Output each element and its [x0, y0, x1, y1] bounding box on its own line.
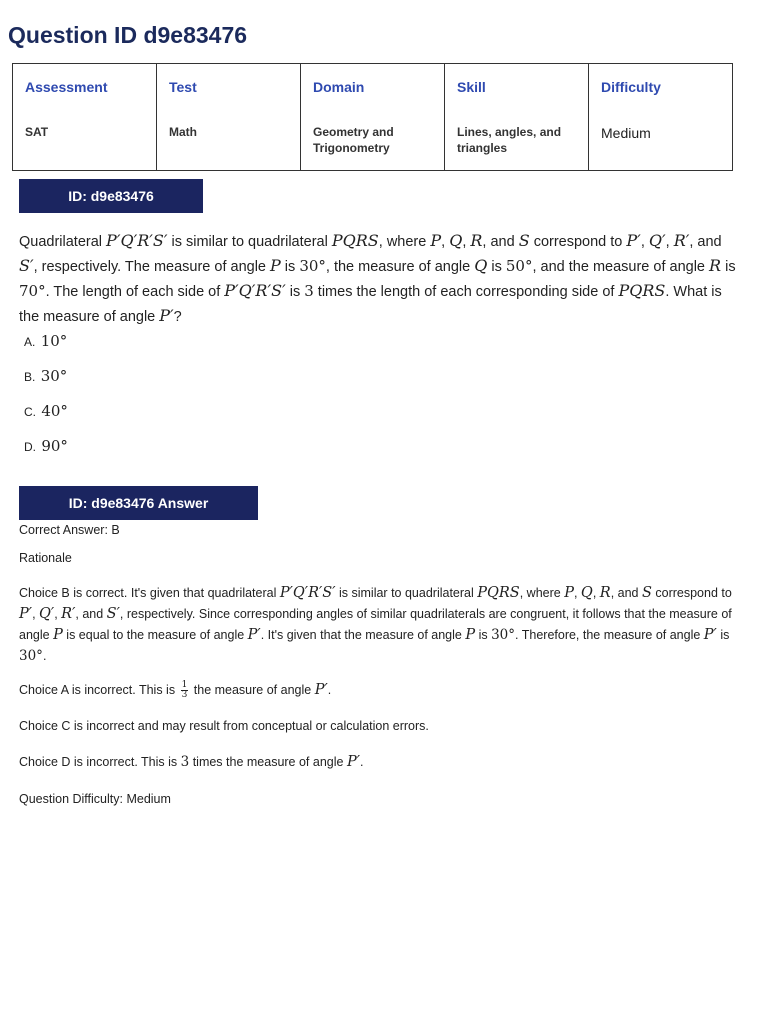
math-expression: P′ — [314, 682, 328, 698]
rationale-label: Rationale — [19, 551, 72, 565]
question-text-segment: is — [280, 259, 300, 275]
page-title: Question ID d9e83476 — [8, 22, 248, 48]
fraction-denominator: 3 — [181, 690, 188, 701]
rationale-text-segment: is equal to the measure of angle — [62, 628, 248, 642]
math-expression: P′ — [703, 627, 717, 643]
choice-letter: A. — [24, 335, 36, 349]
fraction — [181, 681, 189, 700]
question-text — [19, 229, 739, 329]
math-expression: R′ — [673, 231, 690, 250]
math-expression: P′Q′R′S′ — [224, 281, 286, 300]
math-number: 3 — [304, 282, 314, 300]
math-number: 30° — [299, 257, 326, 275]
question-text-segment: is — [487, 259, 506, 275]
math-expression: P′ — [346, 754, 361, 770]
choice-letter: B. — [24, 370, 36, 384]
math-expression: R′ — [61, 606, 76, 622]
question-text-segment: , and — [689, 234, 722, 250]
correct-answer: Correct Answer: B — [19, 523, 120, 537]
math-expression: Q — [449, 231, 463, 250]
rationale-text-segment: , — [54, 607, 62, 621]
metadata-header-skill: Skill — [457, 79, 486, 95]
metadata-cell-skill — [445, 64, 589, 171]
metadata-cell-test — [157, 64, 301, 171]
question-text-segment: times the length of each corresponding side of — [313, 284, 619, 300]
rationale-choice-d — [19, 752, 745, 773]
question-text-segment: , where — [378, 234, 431, 250]
metadata-header-domain: Domain — [313, 79, 365, 95]
answer-choice-c — [24, 402, 68, 420]
rationale-text-segment: , — [573, 586, 581, 600]
rationale-choice-b — [19, 583, 745, 667]
rationale-text-segment: Choice A is incorrect. This is — [19, 683, 179, 697]
rationale-text-segment: , and — [610, 586, 642, 600]
question-text-segment: , — [462, 234, 471, 250]
math-expression: P′ — [159, 306, 174, 325]
question-text-segment: , and — [482, 234, 519, 250]
fraction-numerator: 1 — [181, 680, 188, 691]
question-text-segment: , — [441, 234, 450, 250]
choice-letter: C. — [24, 405, 36, 419]
question-text-segment: is — [721, 259, 736, 275]
math-expression: P′Q′R′S′ — [279, 585, 336, 601]
choice-letter: D. — [24, 440, 36, 454]
math-expression: Q′ — [39, 606, 55, 622]
metadata-value-difficulty: Medium — [601, 125, 651, 141]
math-expression: Q — [474, 256, 488, 275]
rationale-text-segment: is similar to quadrilateral — [335, 586, 478, 600]
metadata-header-assessment: Assessment — [25, 79, 108, 95]
math-expression: Q — [580, 585, 593, 601]
math-number: 70° — [19, 282, 46, 300]
math-expression: R — [470, 231, 483, 250]
math-expression: P — [564, 585, 574, 601]
question-text-segment: , respectively. The measure of angle — [33, 259, 271, 275]
rationale-text-segment: correspond to — [651, 586, 732, 600]
metadata-value-test: Math — [169, 125, 197, 139]
math-expression: P — [270, 256, 281, 275]
math-expression: P — [430, 231, 442, 250]
answer-id-banner: ID: d9e83476 Answer — [19, 486, 258, 520]
metadata-value-assessment: SAT — [25, 125, 49, 139]
math-expression: R — [599, 585, 611, 601]
question-text-segment: is — [285, 284, 305, 300]
answer-choice-a — [24, 332, 67, 350]
math-number: 30° — [19, 648, 43, 664]
question-metadata-table — [12, 63, 733, 171]
math-expression: P′Q′R′S′ — [106, 231, 168, 250]
math-expression: P′ — [19, 606, 33, 622]
rationale-text-segment: . — [327, 683, 332, 697]
metadata-cell-domain — [301, 64, 445, 171]
question-text-segment: , the measure of angle — [325, 259, 475, 275]
math-number: 50° — [505, 257, 533, 275]
math-expression: R — [709, 256, 722, 275]
question-difficulty-footer: Question Difficulty: Medium — [19, 792, 171, 806]
rationale-text-segment: Choice D is incorrect. This is — [19, 755, 181, 769]
rationale-text-segment: , — [592, 586, 600, 600]
math-number: 30° — [491, 627, 516, 643]
math-expression: P — [465, 627, 476, 643]
rationale-text-segment: . — [360, 755, 364, 769]
question-text-segment: ? — [173, 309, 182, 325]
rationale-text-segment: times the measure of angle — [189, 755, 347, 769]
question-text-segment: correspond to — [529, 234, 627, 250]
choice-value: 90° — [41, 437, 68, 455]
metadata-value-domain: Geometry and Trigonometry — [313, 125, 394, 155]
rationale-text-segment: , — [32, 607, 40, 621]
rationale-text-segment: is — [716, 628, 730, 642]
rationale-text-segment: , and — [75, 607, 107, 621]
math-expression: S′ — [19, 256, 34, 275]
question-text-segment: , and the measure of angle — [532, 259, 710, 275]
rationale-text-segment: . It's given that the measure of angle — [260, 628, 466, 642]
question-text-segment: is similar to quadrilateral — [167, 234, 332, 250]
rationale-text-segment: Choice B is correct. It's given that quadrilateral — [19, 586, 280, 600]
rationale-text-segment: the measure of angle — [190, 683, 315, 697]
math-expression: P′ — [247, 627, 261, 643]
math-expression: PQRS — [618, 281, 666, 300]
rationale-text-segment: . — [42, 649, 47, 663]
rationale-text-segment: is — [475, 628, 492, 642]
rationale-text-segment: , where — [519, 586, 565, 600]
math-expression: P′ — [626, 231, 641, 250]
metadata-header-test: Test — [169, 79, 197, 95]
question-text-segment: Quadrilateral — [19, 234, 107, 250]
math-expression: PQRS — [477, 585, 520, 601]
math-expression: S — [518, 231, 530, 250]
rationale-choice-a — [19, 680, 745, 701]
metadata-row — [13, 64, 733, 171]
math-expression: P — [53, 627, 63, 643]
rationale-text-segment: , respectively. Since corresponding angles of similar quadrilaterals are congruent, it follows that the measure of angle — [19, 607, 732, 642]
question-text-segment: . The length of each side of — [45, 284, 225, 300]
choice-value: 30° — [40, 367, 68, 385]
metadata-header-difficulty: Difficulty — [601, 79, 661, 95]
answer-choice-b — [24, 367, 67, 385]
math-expression: PQRS — [331, 231, 379, 250]
rationale-text-segment: . Therefore, the measure of angle — [515, 628, 704, 642]
math-expression: S′ — [106, 606, 120, 622]
metadata-cell-assessment — [13, 64, 157, 171]
choice-value: 40° — [41, 402, 68, 420]
rationale-choice-c: Choice C is incorrect and may result from conceptual or calculation errors. — [19, 719, 429, 733]
question-text-segment: , — [640, 234, 649, 250]
question-text-segment: , — [665, 234, 674, 250]
math-number: 3 — [180, 754, 190, 770]
question-id-banner: ID: d9e83476 — [19, 179, 203, 213]
metadata-cell-difficulty — [589, 64, 733, 171]
metadata-value-skill: Lines, angles, and triangles — [457, 125, 562, 155]
math-expression: S — [641, 585, 652, 601]
question-text-segment: . What is the measure of angle — [19, 284, 722, 325]
answer-choice-d — [24, 437, 68, 455]
math-expression: Q′ — [648, 231, 666, 250]
choice-value: 10° — [40, 332, 68, 350]
